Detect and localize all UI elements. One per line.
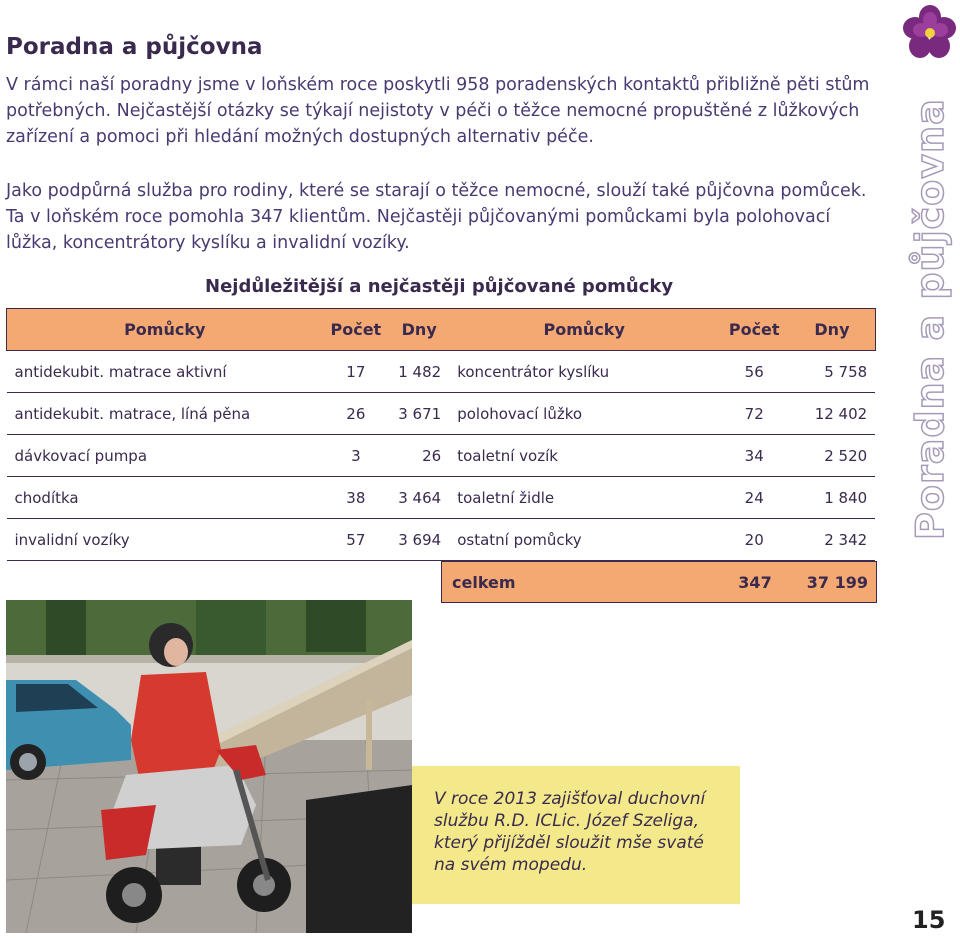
table-cell: ostatní pomůcky <box>449 519 719 561</box>
table-row <box>7 435 876 477</box>
table-cell: toaletní vozík <box>449 435 719 477</box>
table-cell: antidekubit. matrace, líná pěna <box>7 393 323 435</box>
table-row <box>7 393 876 435</box>
total-row <box>441 561 877 603</box>
header-days-left: Dny <box>389 309 449 351</box>
table-cell: 2 520 <box>789 435 875 477</box>
photo-caption: V roce 2013 zajišťoval duchovní službu R.D. ICLic. Józef Szeliga, který přijížděl sloužit mše svaté na svém mopedu. <box>434 789 706 875</box>
total-label: celkem <box>452 572 516 592</box>
table-cell: 5 758 <box>789 351 875 393</box>
header-count-right: Počet <box>719 309 789 351</box>
table-cell: chodítka <box>7 477 323 519</box>
table-title: Nejdůležitější a nejčastěji půjčované pomůcky <box>205 276 674 297</box>
table-cell: 1 840 <box>789 477 875 519</box>
table-row <box>7 519 876 561</box>
table-cell: 20 <box>719 519 789 561</box>
total-days: 37 199 <box>806 572 868 592</box>
header-days-right: Dny <box>789 309 875 351</box>
table-header-row <box>7 309 876 351</box>
table-cell: 56 <box>719 351 789 393</box>
table-cell: 3 671 <box>389 393 449 435</box>
table-row <box>7 477 876 519</box>
table-cell: 38 <box>323 477 390 519</box>
table-cell: 26 <box>389 435 449 477</box>
table-cell: 3 694 <box>389 519 449 561</box>
table-cell: dávkovací pumpa <box>7 435 323 477</box>
header-aids-right: Pomůcky <box>449 309 719 351</box>
table-cell: 3 464 <box>389 477 449 519</box>
table-cell: polohovací lůžko <box>449 393 719 435</box>
intro-paragraph: V rámci naší poradny jsme v loňském roce poskytli 958 poradenských kontaktů přibližně pěti stům potřebných. Nejčastější otázky se týkají nejistoty v péči o těžce nemocné propuštěné z lůžkových zařízení a pomoci při hledání možných dostupných alternativ péče. <box>6 75 870 147</box>
total-count: 347 <box>738 572 772 592</box>
table-cell: 34 <box>719 435 789 477</box>
table-cell: 57 <box>323 519 390 561</box>
header-aids-left: Pomůcky <box>7 309 323 351</box>
table-cell: 72 <box>719 393 789 435</box>
table-cell: 12 402 <box>789 393 875 435</box>
table-cell: 1 482 <box>389 351 449 393</box>
aids-table <box>6 308 876 561</box>
page-title: Poradna a půjčovna <box>6 34 263 60</box>
table-cell: koncentrátor kyslíku <box>449 351 719 393</box>
table-cell: 2 342 <box>789 519 875 561</box>
page-number: 15 <box>912 906 946 934</box>
flower-icon <box>902 4 958 60</box>
table-cell: antidekubit. matrace aktivní <box>7 351 323 393</box>
table-cell: 24 <box>719 477 789 519</box>
table-cell: 17 <box>323 351 390 393</box>
moped-photo-illustration <box>6 600 412 933</box>
table-cell: invalidní vozíky <box>7 519 323 561</box>
side-title: Poradna a půjčovna <box>908 98 952 540</box>
header-count-left: Počet <box>323 309 390 351</box>
table-cell: toaletní židle <box>449 477 719 519</box>
table-cell: 26 <box>323 393 390 435</box>
moped-photo <box>6 600 412 933</box>
loan-paragraph: Jako podpůrná služba pro rodiny, které se starají o těžce nemocné, slouží také půjčovna pomůcek. Ta v loňském roce pomohla 347 klientům. Nejčastěji půjčovanými pomůckami byla polohovací lůžka, koncentrátory kyslíku a invalidní vozíky. <box>6 181 867 253</box>
table-cell: 3 <box>323 435 390 477</box>
table-row <box>7 351 876 393</box>
